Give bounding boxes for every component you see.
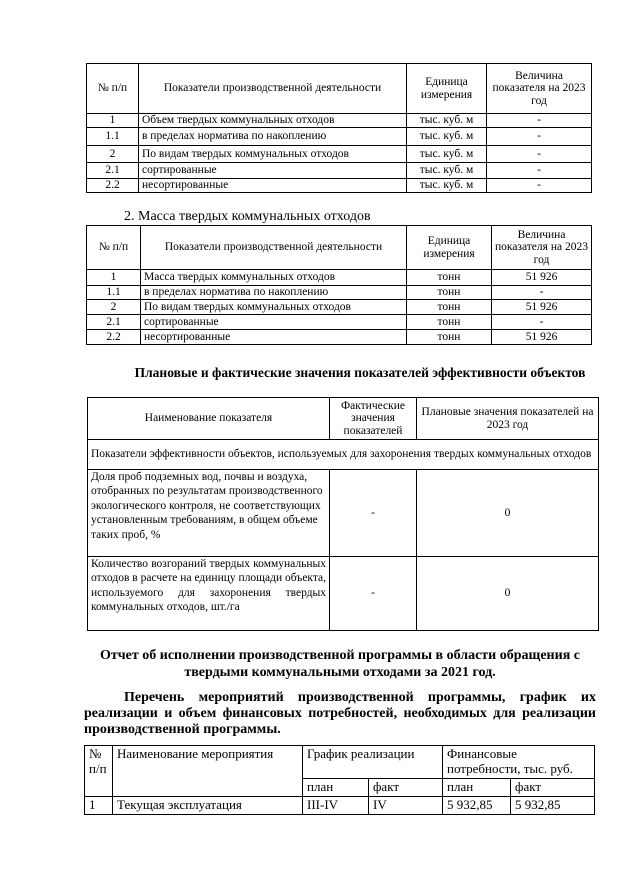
col-header-unit: Единица измерения [407, 226, 492, 270]
col-header-finance-plan: план [443, 778, 511, 796]
report-title: Отчет об исполнении производственной программы в области обращения с твердыми коммунальными отходами за 2021 год. [100, 648, 580, 680]
row-name: Количество возгораний твердых коммунальных отходов в расчете на единицу площади объекта, используемого для захоронения твердых коммунальных отходов, шт./га [88, 557, 330, 631]
row-name: Масса твердых коммунальных отходов [141, 270, 407, 286]
row-name: сортированные [139, 163, 407, 179]
table-row [88, 470, 599, 557]
col-header-schedule-fact: факт [369, 778, 443, 796]
row-num: 1.1 [87, 128, 139, 146]
row-value: - [487, 146, 592, 163]
row-unit: тыс. куб. м [407, 128, 487, 146]
col-header-num: № п/п [85, 746, 113, 797]
table-row [85, 796, 595, 814]
row-num: 2.1 [87, 163, 139, 179]
row-value: - [487, 114, 592, 128]
volume-table [86, 63, 592, 193]
row-num: 1 [87, 114, 139, 128]
row-num: 1 [87, 270, 141, 286]
section-title-efficiency: Плановые и фактические значения показателей эффективности объектов [134, 365, 586, 380]
table-row [87, 163, 592, 179]
row-value: - [487, 163, 592, 179]
col-header-finance: Финансовые потребности, тыс. руб. [443, 746, 595, 779]
row-name: сортированные [141, 315, 407, 330]
row-name: По видам твердых коммунальных отходов [139, 146, 407, 163]
table-row [87, 286, 592, 300]
row-value: 51 926 [492, 330, 592, 345]
row-unit: тыс. куб. м [407, 179, 487, 193]
table-row [87, 315, 592, 330]
table-row [87, 270, 592, 286]
row-name: в пределах норматива по накоплению [141, 286, 407, 300]
row-name: По видам твердых коммунальных отходов [141, 300, 407, 315]
col-header-num: № п/п [87, 226, 141, 270]
table-row [87, 330, 592, 345]
row-unit: тонн [407, 270, 492, 286]
col-header-num: № п/п [87, 64, 139, 114]
col-header-planned: Плановые значения показателей на 2023 год [417, 398, 599, 440]
col-header-finance-fact: факт [511, 778, 595, 796]
row-name: несортированные [139, 179, 407, 193]
row-name: Объем твердых коммунальных отходов [139, 114, 407, 128]
col-header-measure: Наименование мероприятия [113, 746, 303, 797]
col-header-schedule: График реализации [303, 746, 443, 779]
measures-table [84, 745, 595, 815]
row-num: 2.2 [87, 330, 141, 345]
row-name: Доля проб подземных вод, почвы и воздуха, отобранных по результатам производственного экологического контроля, не соответствующих установленным требованиям, в общем объеме таких проб, % [88, 470, 330, 557]
row-name: в пределах норматива по накоплению [139, 128, 407, 146]
row-name: несортированные [141, 330, 407, 345]
row-finance-plan: 5 932,85 [443, 796, 511, 814]
row-actual: - [330, 470, 417, 557]
table-row [87, 146, 592, 163]
efficiency-table [87, 397, 599, 631]
row-planned: 0 [417, 470, 599, 557]
col-header-actual: Фактические значения показателей [330, 398, 417, 440]
table-row [88, 557, 599, 631]
col-header-value: Величина показателя на 2023 год [487, 64, 592, 114]
row-num: 1 [85, 796, 113, 814]
mass-table [86, 225, 592, 345]
row-num: 2 [87, 300, 141, 315]
row-unit: тонн [407, 315, 492, 330]
row-schedule-fact: IV [369, 796, 443, 814]
row-value: - [492, 315, 592, 330]
col-header-indicator-name: Наименование показателя [88, 398, 330, 440]
col-header-value: Величина показателя на 2023 год [492, 226, 592, 270]
row-actual: - [330, 557, 417, 631]
row-unit: тыс. куб. м [407, 146, 487, 163]
row-unit: тонн [407, 300, 492, 315]
row-schedule-plan: III-IV [303, 796, 369, 814]
row-value: - [492, 286, 592, 300]
row-measure: Текущая эксплуатация [113, 796, 303, 814]
row-value: - [487, 179, 592, 193]
row-num: 2.2 [87, 179, 139, 193]
col-header-unit: Единица измерения [407, 64, 487, 114]
col-header-indicator: Показатели производственной деятельности [141, 226, 407, 270]
col-header-indicator: Показатели производственной деятельности [139, 64, 407, 114]
row-unit: тонн [407, 330, 492, 345]
row-num: 2.1 [87, 315, 141, 330]
row-num: 1.1 [87, 286, 141, 300]
row-planned: 0 [417, 557, 599, 631]
row-value: 51 926 [492, 300, 592, 315]
group-label: Показатели эффективности объектов, используемых для захоронения твердых коммунальных отходов [88, 440, 599, 470]
col-header-schedule-plan: план [303, 778, 369, 796]
row-value: 51 926 [492, 270, 592, 286]
table-row [87, 128, 592, 146]
row-unit: тыс. куб. м [407, 163, 487, 179]
measures-list-title: Перечень мероприятий производственной программы, график их реализации и объем финансовых потребностей, необходимых для реализации производственной программы. [84, 690, 596, 737]
row-unit: тыс. куб. м [407, 114, 487, 128]
row-unit: тонн [407, 286, 492, 300]
table-row [87, 300, 592, 315]
row-value: - [487, 128, 592, 146]
table-row [87, 179, 592, 193]
table-row [87, 114, 592, 128]
row-num: 2 [87, 146, 139, 163]
row-finance-fact: 5 932,85 [511, 796, 595, 814]
section-title-mass: 2. Масса твердых коммунальных отходов [124, 209, 371, 224]
